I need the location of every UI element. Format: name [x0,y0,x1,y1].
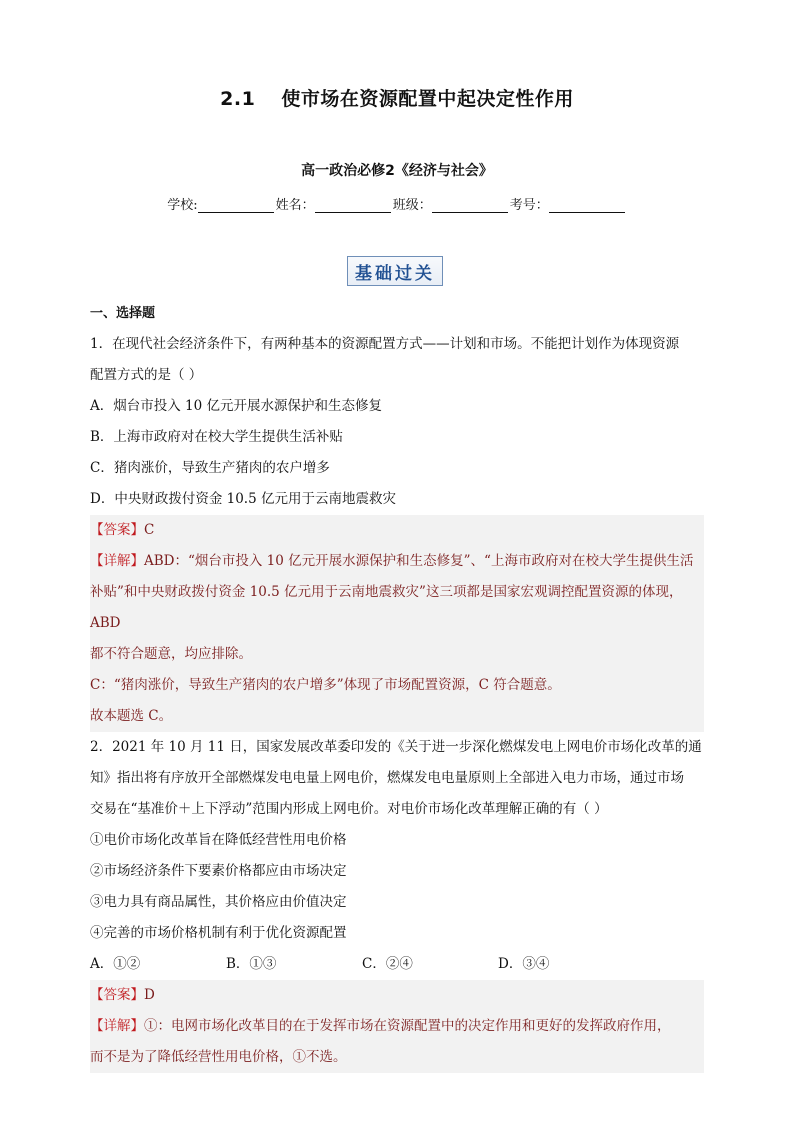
question-content [90,298,704,1073]
q2-choice-b: B．①③ [226,956,277,972]
q2-stem-line: 交易在“基准价＋上下浮动”范围内形成上网电价。对电价市场化改革理解正确的有（ ） [90,801,608,817]
answer-tag: 【答案】 [90,522,144,538]
q2-statement-3: ③电力具有商品属性，其价格应由价值决定 [90,894,347,910]
q1-explanation-line: 都不符合题意，均应排除。 [90,646,252,662]
q2-statement-4: ④完善的市场价格机制有利于优化资源配置 [90,925,347,941]
q2-explanation-line: 而不是为了降低经营性用电价格，①不选。 [90,1049,347,1065]
answer-value: D [144,987,155,1003]
exam-number-label: 考号： [509,198,549,213]
q1-explanation-line: C：“猪肉涨价，导致生产猪肉的农户增多”体现了市场配置资源，C 符合题意。 [90,677,561,693]
class-blank [432,198,508,213]
explain-tag: 【详解】 [90,553,144,569]
page-title [0,84,794,111]
chapter-title: 使市场在资源配置中起决定性作用 [281,88,574,110]
q1-answer-block [90,515,704,732]
q2-answer [90,980,704,1011]
q1-option-a: A．烟台市投入 10 亿元开展水源保护和生态修复 [90,398,383,414]
q1-answer [90,515,704,546]
q2-choice-d: D．③④ [498,956,550,972]
class-label: 班级： [392,198,432,213]
exam-number-blank [549,198,625,213]
q1-option-d: D．中央财政拨付资金 10.5 亿元用于云南地震救灾 [90,491,396,507]
q2-answer-block [90,980,704,1073]
q2-explanation-line [90,1011,704,1042]
student-info-line [0,194,794,213]
explain-tag: 【详解】 [90,1018,144,1034]
name-label: 姓名： [275,198,315,213]
name-blank [315,198,391,213]
q2-choice-c: C．②④ [362,956,413,972]
explanation-text: ABD：“烟台市投入 10 亿元开展水源保护和生态修复”、“上海市政府对在校大学生提供生活 [144,553,694,569]
answer-tag: 【答案】 [90,987,144,1003]
q1-option-b: B．上海市政府对在校大学生提供生活补贴 [90,429,343,445]
school-label: 学校: [167,198,198,213]
q1-option-c: C．猪肉涨价，导致生产猪肉的农户增多 [90,460,330,476]
q2-stem-line: 2．2021 年 10 月 11 日，国家发展改革委印发的《关于进一步深化燃煤发电上网电价市场化改革的通 [90,739,702,755]
q2-statement-1: ①电价市场化改革旨在降低经营性用电价格 [90,832,347,848]
q2-statement-2: ②市场经济条件下要素价格都应由市场决定 [90,863,347,879]
explanation-text: ①：电网市场化改革目的在于发挥市场在资源配置中的决定作用和更好的发挥政府作用， [144,1018,671,1034]
q1-explanation-line: 补贴”和中央财政拨付资金 10.5 亿元用于云南地震救灾”这三项都是国家宏观调控配置资源的体现，ABD [90,584,683,631]
page-subtitle: 高一政治必修2《经济与社会》 [301,163,493,179]
q1-explanation-line: 故本题选 C。 [90,708,173,724]
section-badge [347,256,443,286]
school-blank [198,198,274,213]
q1-stem-line: 配置方式的是（ ） [90,367,203,383]
section-heading: 一、选择题 [90,306,156,321]
q1-explanation-line [90,546,704,577]
q1-stem-line: 1．在现代社会经济条件下，有两种基本的资源配置方式——计划和市场。不能把计划作为体现资源 [90,336,680,352]
answer-value: C [144,522,155,538]
chapter-number: 2.1 [220,88,256,110]
q2-choice-a: A．①② [90,956,141,972]
badge-label: 基础过关 [355,263,435,284]
q2-choices [90,949,704,980]
q2-stem-line: 知》指出将有序放开全部燃煤发电电量上网电价，燃煤发电电量原则上全部进入电力市场，通过市场 [90,770,684,786]
